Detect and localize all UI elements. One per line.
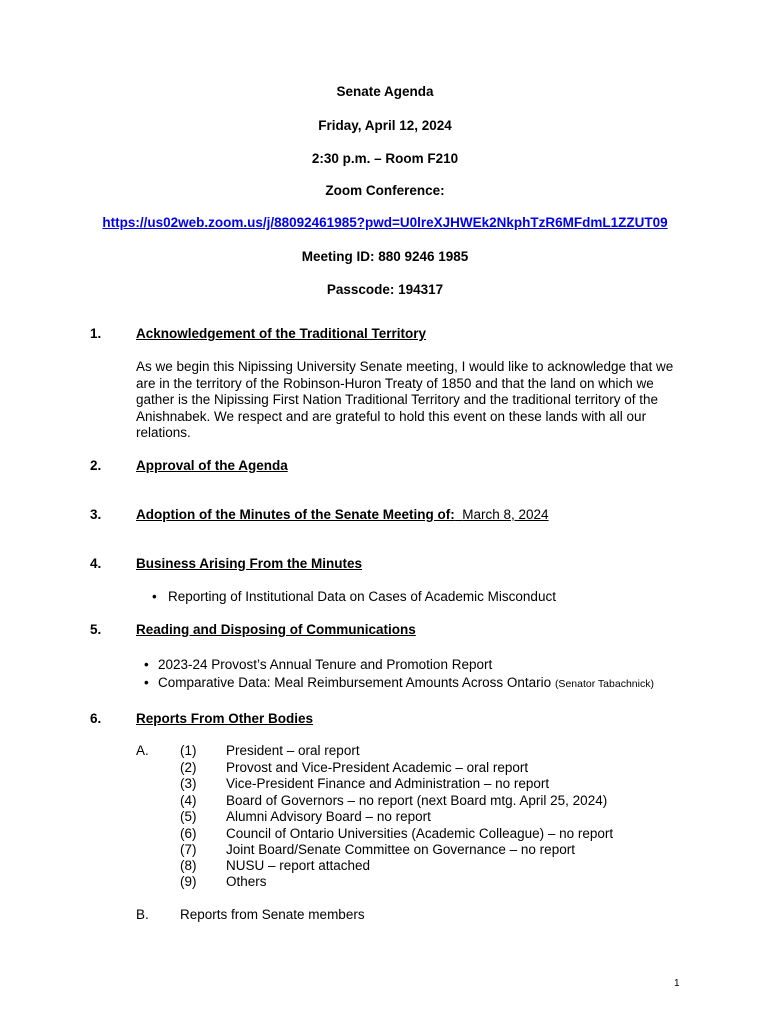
bullet-icon: • (144, 657, 149, 672)
sub-section-letter: A. (136, 743, 149, 758)
list-item: • Comparative Data: Meal Reimbursement Amounts Across Ontario (Senator Tabachnick) (144, 675, 654, 690)
zoom-label: Zoom Conference: (325, 183, 445, 198)
list-item: (8) NUSU – report attached (180, 858, 371, 873)
senate-members-reports: Reports from Senate members (180, 907, 365, 922)
list-item: • 2023-24 Provost’s Annual Tenure and Promotion Report (144, 657, 493, 672)
meeting-date: Friday, April 12, 2024 (318, 118, 452, 133)
meeting-id: Meeting ID: 880 9246 1985 (301, 249, 469, 264)
item-heading-communications: Reading and Disposing of Communications (136, 622, 416, 637)
item-number: 3. (90, 507, 102, 522)
page-number: 1 (674, 978, 680, 989)
list-item: (9) Others (180, 874, 267, 889)
list-item: • Reporting of Institutional Data on Cases of Academic Misconduct (152, 589, 556, 604)
zoom-link-line (0, 215, 770, 232)
item-number: 1. (90, 326, 102, 341)
minutes-heading-text: Adoption of the Minutes of the Senate Meeting of: (136, 507, 455, 522)
item-heading-business-arising: Business Arising From the Minutes (136, 556, 363, 571)
list-item: (5) Alumni Advisory Board – no report (180, 809, 431, 824)
bullet-icon: • (152, 589, 157, 604)
list-item: (7) Joint Board/Senate Committee on Governance – no report (180, 842, 575, 857)
item-heading-approval: Approval of the Agenda (136, 458, 288, 473)
item-number: 6. (90, 711, 102, 726)
item-heading-reports: Reports From Other Bodies (136, 711, 314, 726)
zoom-link[interactable]: https://us02web.zoom.us/j/88092461985?pwd=U0lreXJHWEk2NkphTzR6MFdmL1ZZUT09 (102, 215, 668, 230)
agenda-title: Senate Agenda (336, 84, 434, 99)
list-item: (1) President – oral report (180, 743, 360, 758)
item-heading-acknowledgement: Acknowledgement of the Traditional Territory (136, 326, 427, 341)
bullet-note: (Senator Tabachnick) (554, 678, 654, 690)
item-heading-minutes (136, 507, 549, 524)
passcode: Passcode: 194317 (326, 282, 444, 297)
acknowledgement-text: As we begin this Nipissing University Senate meeting, I would like to acknowledge that we are in the territory of the Robinson-Huron Treaty of 1850 and that the land on which we gather is the Nipissing First Nation Traditional Territory and the traditional territory of the Anishnabek. We respect and are grateful to hold this event on these lands with all our relations. (136, 359, 674, 440)
list-item: (3) Vice-President Finance and Administration – no report (180, 776, 550, 791)
bullet-icon: • (144, 675, 149, 690)
list-item: (2) Provost and Vice-President Academic – oral report (180, 759, 529, 775)
meeting-time-room: 2:30 p.m. – Room F210 (311, 151, 459, 166)
list-item: (4) Board of Governors – no report (next Board mtg. April 25, 2024) (180, 792, 608, 808)
item-number: 5. (90, 622, 102, 637)
sub-section-letter: B. (136, 907, 149, 922)
minutes-date: March 8, 2024 (462, 507, 549, 522)
item-number: 4. (90, 556, 102, 571)
list-item: (6) Council of Ontario Universities (Academic Colleague) – no report (180, 825, 614, 841)
item-number: 2. (90, 458, 102, 473)
